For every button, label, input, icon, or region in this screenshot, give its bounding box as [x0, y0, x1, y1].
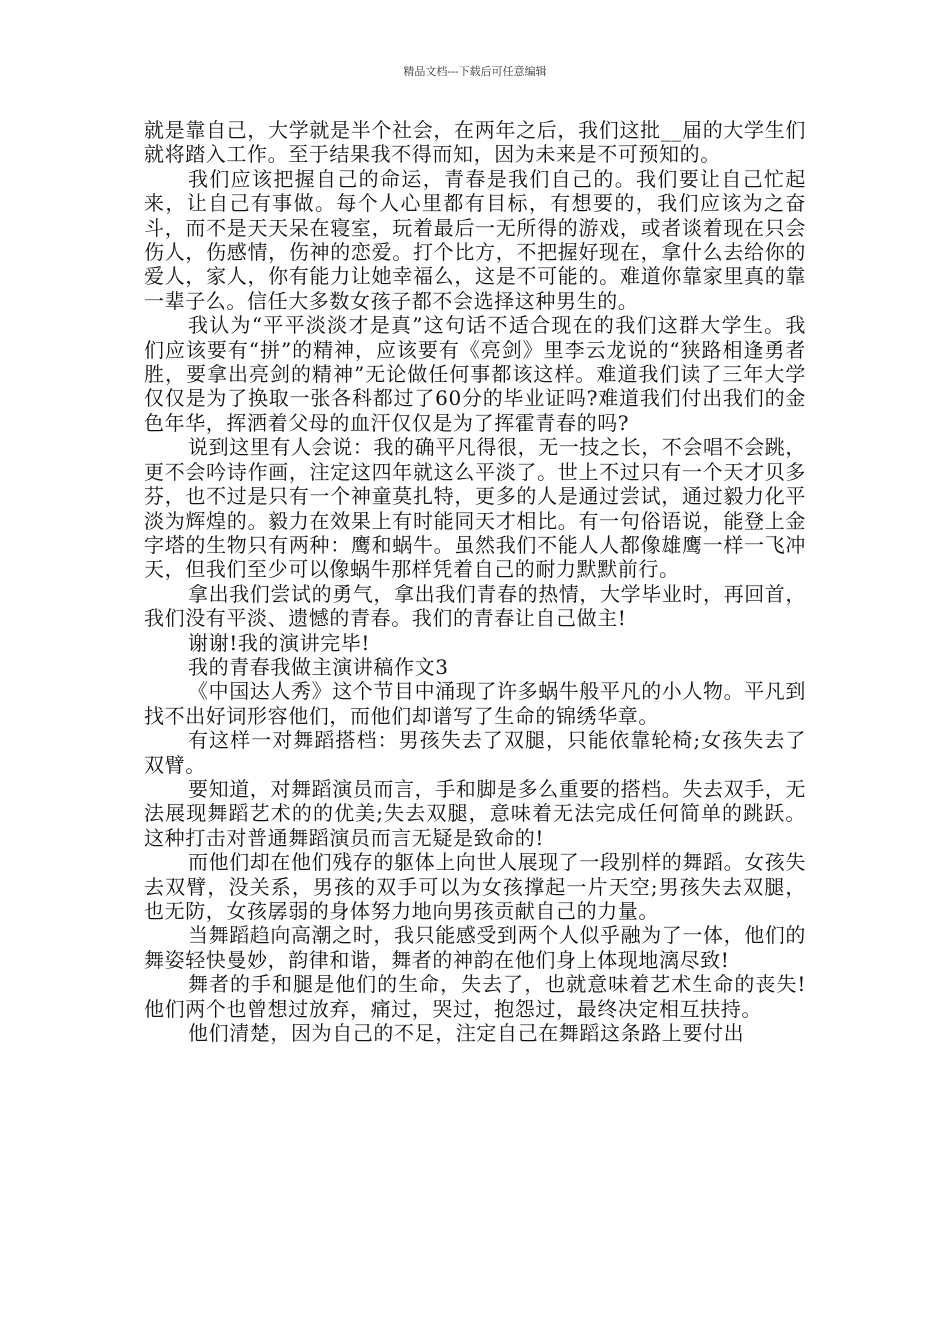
paragraph: 而他们却在他们残存的躯体上向世人展现了一段别样的舞蹈。女孩失去双臂，没关系，男孩的双手可以为女孩撑起一片天空;男孩失去双腿，也无防，女孩孱弱的身体努力地向男孩贡献自己的力量。 [144, 850, 806, 923]
document-body [144, 118, 806, 1045]
section-title: 我的青春我做主演讲稿作文3 [188, 654, 449, 679]
paragraph: 我们应该把握自己的命运，青春是我们自己的。我们要让自己忙起来，让自己有事做。每个人心里都有目标，有想要的，我们应该为之奋斗，而不是天天呆在寝室，玩着最后一无所得的游戏，或者谈着现在只会伤人，伤感情，伤神的恋爱。打个比方，不把握好现在，拿什么去给你的爱人，家人，你有能力让她幸福么，这是不可能的。难道你靠家里真的靠一辈子么。信任大多数女孩子都不会选择这种男生的。 [144, 166, 806, 313]
paragraph: 谢谢!我的演讲完毕! [188, 630, 371, 655]
paragraph: 要知道，对舞蹈演员而言，手和脚是多么重要的搭档。失去双手，无法展现舞蹈艺术的的优美;失去双腿，意味着无法完成任何简单的跳跃。这种打击对普通舞蹈演员而言无疑是致命的! [144, 776, 806, 850]
paragraph: 拿出我们尝试的勇气，拿出我们青春的热情，大学毕业时，再回首，我们没有平淡、遗憾的青春。我们的青春让自己做主! [144, 581, 806, 631]
paragraph: 《中国达人秀》这个节目中涌现了许多蜗牛般平凡的小人物。平凡到找不出好词形容他们，而他们却谱写了生命的锦绣华章。 [144, 679, 806, 728]
paragraph: 他们清楚，因为自己的不足，注定自己在舞蹈这条路上要付出 [188, 1021, 745, 1046]
paragraph: 舞者的手和腿是他们的生命，失去了，也就意味着艺术生命的丧失!他们两个也曾想过放弃，痛过，哭过，抱怨过，最终决定相互扶持。 [144, 972, 806, 1021]
paragraph: 说到这里有人会说：我的确平凡得很，无一技之长，不会唱不会跳，更不会吟诗作画，注定这四年就这么平淡了。世上不过只有一个天才贝多芬，也不过是只有一个神童莫扎特，更多的人是通过尝试，通过毅力化平淡为辉煌的。毅力在效果上有时能同天才相比。有一句俗语说，能登上金字塔的生物只有两种：鹰和蜗牛。虽然我们不能人人都像雄鹰一样一飞冲天，但我们至少可以像蜗牛那样凭着自己的耐力默默前行。 [144, 435, 806, 582]
paragraph: 就是靠自己，大学就是半个社会，在两年之后，我们这批__届的大学生们就将踏入工作。至于结果我不得而知，因为未来是不可预知的。 [144, 118, 806, 167]
page-header: 精品文档---下载后可任意编辑 [403, 65, 547, 78]
paragraph: 有这样一对舞蹈搭档：男孩失去了双腿，只能依靠轮椅;女孩失去了双臂。 [144, 728, 806, 777]
paragraph: 当舞蹈趋向高潮之时，我只能感受到两个人似乎融为了一体，他们的舞姿轻快曼妙，韵律和谐，舞者的神韵在他们身上体现地漓尽致! [144, 923, 806, 972]
paragraph: 我认为“平平淡淡才是真”这句话不适合现在的我们这群大学生。我们应该要有“拼”的精神，应该要有《亮剑》里李云龙说的“狭路相逢勇者胜，要拿出亮剑的精神”无论做任何事都该这样。难道我们读了三年大学仅仅是为了换取一张各科都过了60分的毕业证吗?难道我们付出我们的金色年华，挥洒着父母的血汗仅仅是为了挥霍青春的吗? [144, 313, 806, 435]
